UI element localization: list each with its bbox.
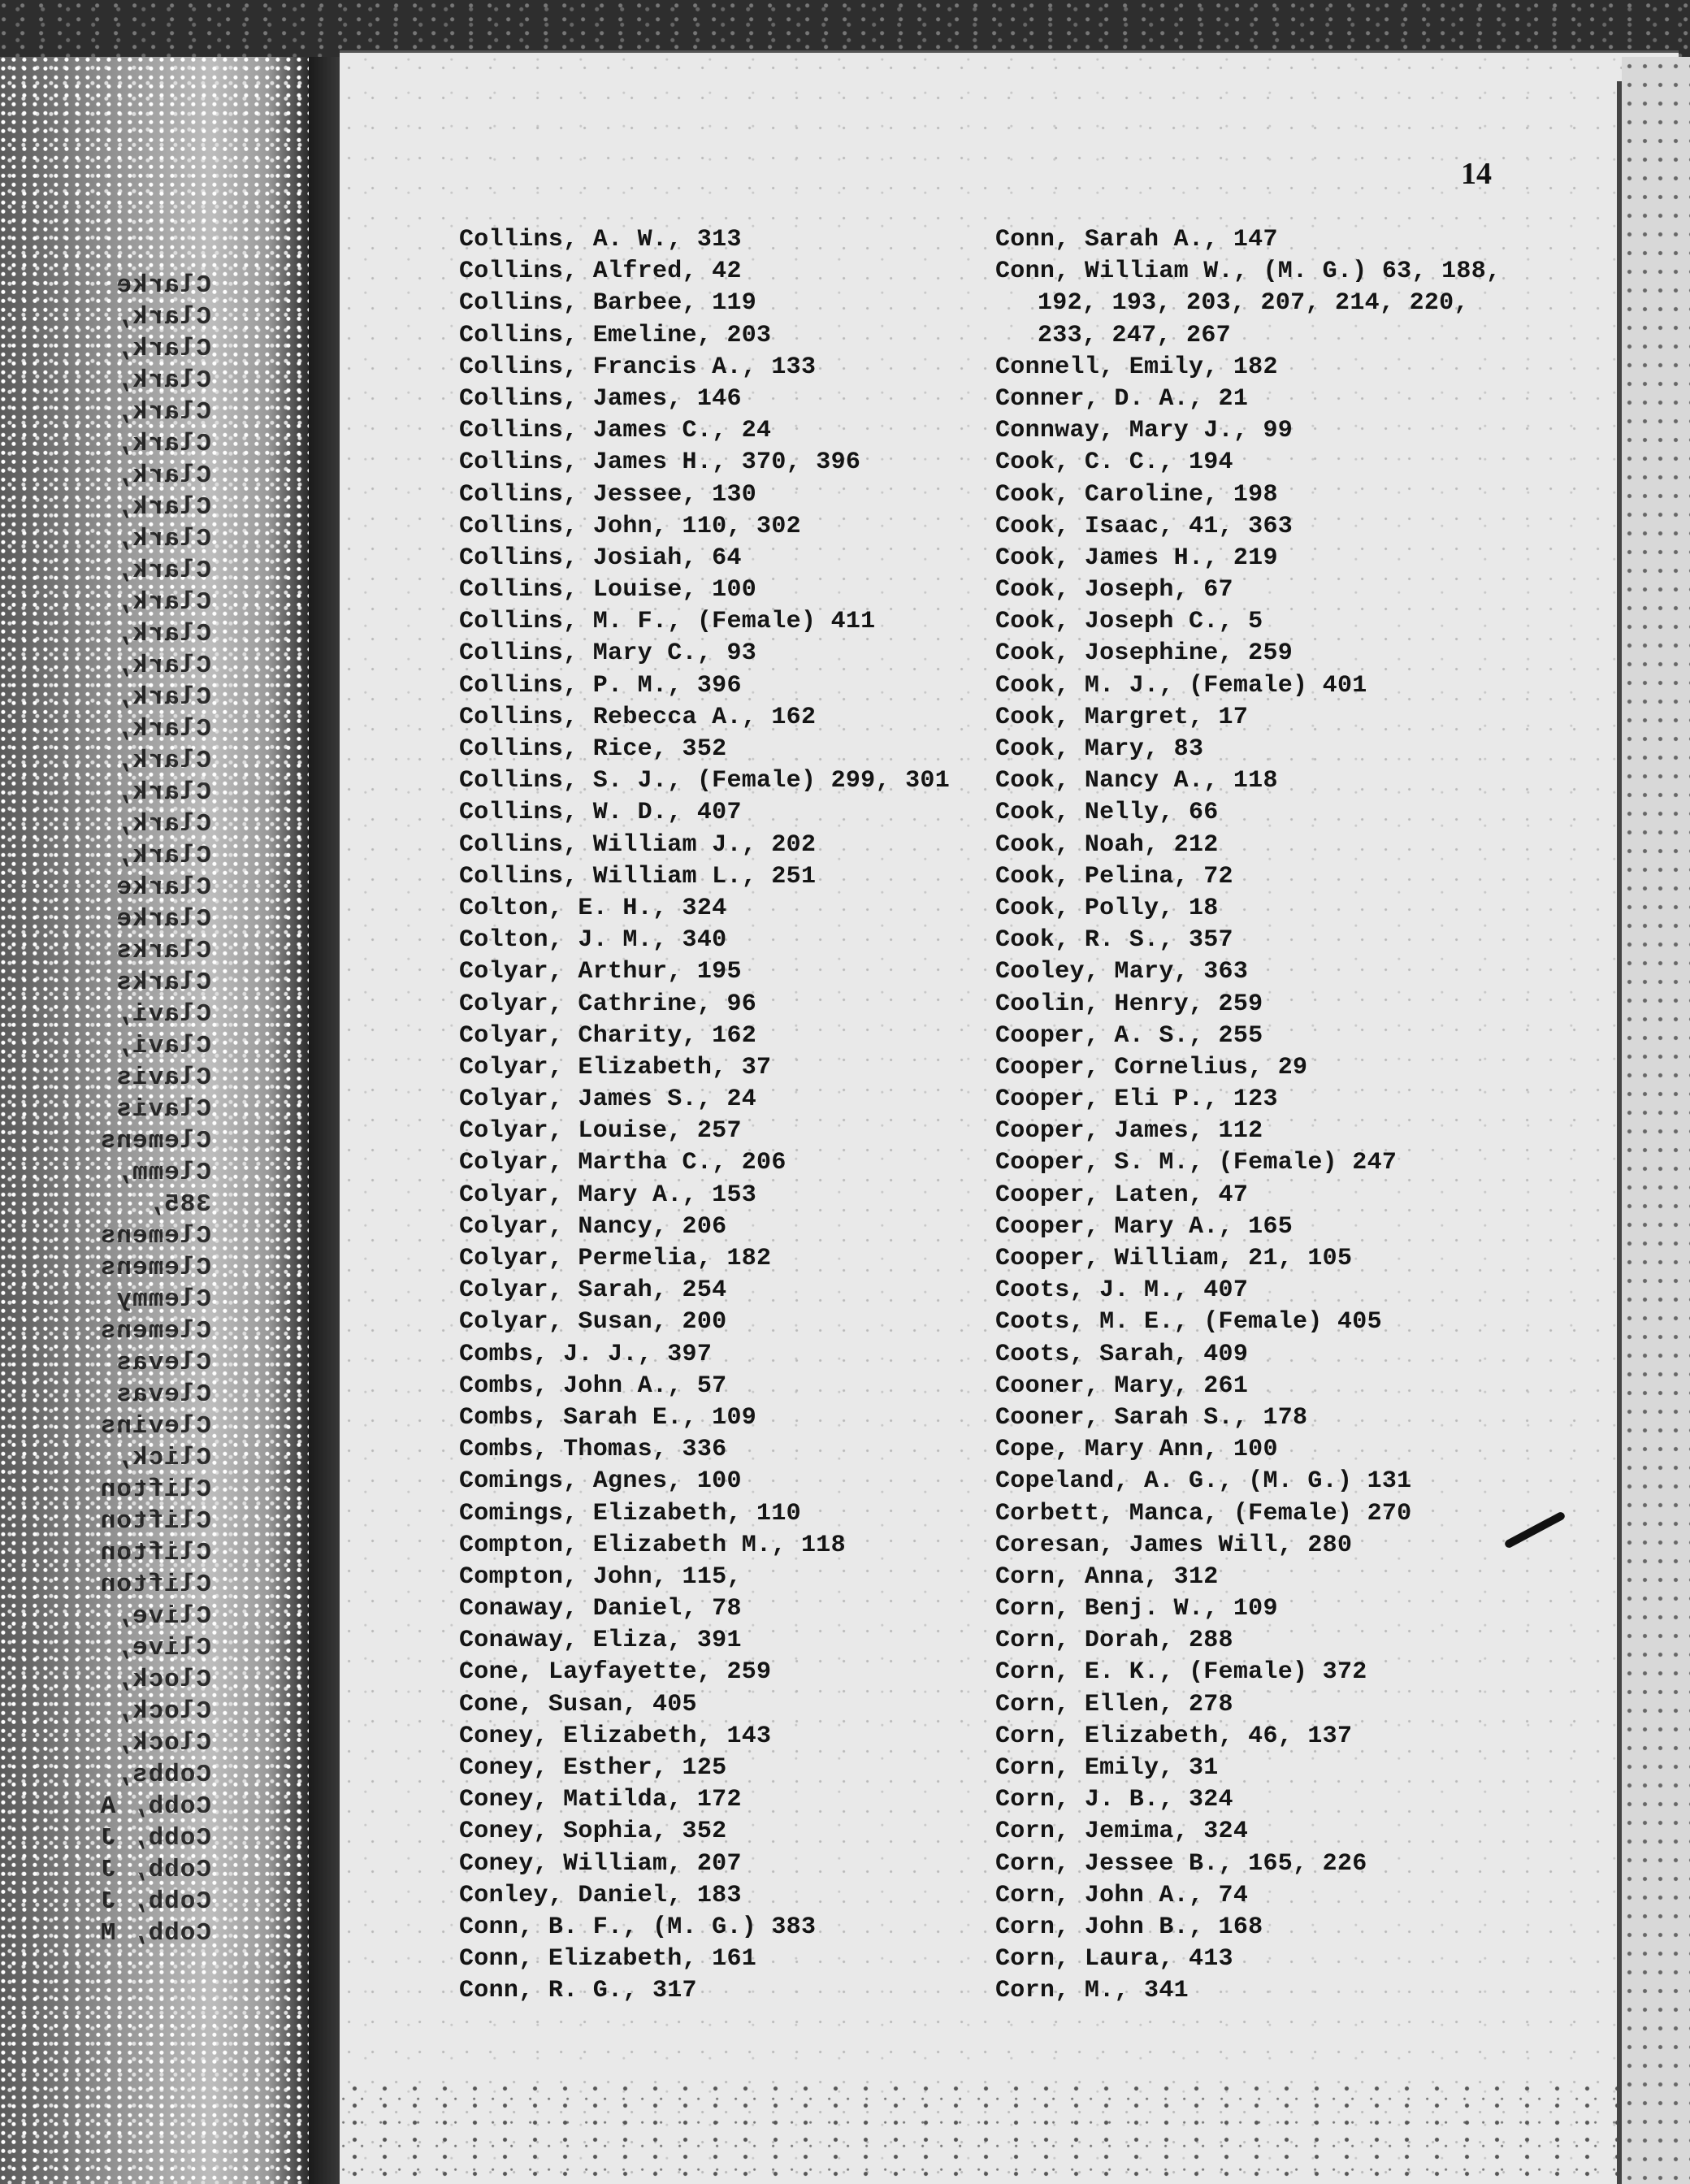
index-entry: Conaway, Eliza, 391 bbox=[459, 1627, 742, 1655]
index-entry: Collins, A. W., 313 bbox=[459, 226, 742, 254]
index-entry: Cooner, Sarah S., 178 bbox=[995, 1403, 1308, 1432]
bleed-through-text bbox=[89, 270, 211, 1949]
index-column-right bbox=[995, 224, 1532, 2008]
index-entry: Connell, Emily, 182 bbox=[995, 353, 1278, 381]
bleed-through-line: Clevins bbox=[99, 1412, 211, 1441]
index-entry: Corn, Jessee B., 165, 226 bbox=[995, 1849, 1367, 1878]
index-entry: Combs, J. J., 397 bbox=[459, 1340, 713, 1368]
index-entry: Corn, E. K., (Female) 372 bbox=[995, 1658, 1367, 1687]
bleed-through-line: Clark, bbox=[115, 525, 211, 553]
index-entry: Cook, Joseph, 67 bbox=[995, 576, 1233, 604]
index-entry: Colyar, James S., 24 bbox=[459, 1086, 757, 1114]
bleed-through-line: Clemens bbox=[99, 1127, 211, 1155]
bleed-through-line: Clock, bbox=[115, 1666, 211, 1694]
bleed-through-line: Clavi, bbox=[115, 1000, 211, 1029]
bleed-through-line: Clark, bbox=[115, 366, 211, 395]
bleed-through-line: Clark, bbox=[115, 462, 211, 490]
bleed-through-line: Clark, bbox=[115, 335, 211, 363]
index-entry: Colyar, Elizabeth, 37 bbox=[459, 1053, 772, 1081]
index-entry: Colyar, Nancy, 206 bbox=[459, 1212, 727, 1241]
index-entry: Cooper, Cornelius, 29 bbox=[995, 1053, 1308, 1081]
index-entry: Colyar, Charity, 162 bbox=[459, 1021, 757, 1050]
bleed-through-line: Clock, bbox=[115, 1697, 211, 1726]
index-entry: Collins, Jessee, 130 bbox=[459, 480, 757, 509]
index-entry: Cooper, Laten, 47 bbox=[995, 1181, 1249, 1209]
bleed-through-line: Cobb, J bbox=[99, 1887, 211, 1916]
bleed-through-line: Clarke bbox=[115, 271, 211, 300]
index-entry: Collins, P. M., 396 bbox=[459, 671, 742, 700]
index-entry: Corn, Benj. W., 109 bbox=[995, 1595, 1278, 1623]
bleed-through-line: Cobbs, bbox=[115, 1761, 211, 1789]
index-entry: Conn, Elizabeth, 161 bbox=[459, 1945, 757, 1974]
page-number: 14 bbox=[1461, 157, 1492, 191]
bleed-through-line: Clifton bbox=[99, 1507, 211, 1536]
bleed-through-line: Clavi, bbox=[115, 1032, 211, 1060]
index-entry: Colyar, Sarah, 254 bbox=[459, 1276, 727, 1305]
bleed-through-line: Click, bbox=[115, 1444, 211, 1472]
index-entry: Collins, James H., 370, 396 bbox=[459, 448, 861, 477]
bleed-through-line: Clark, bbox=[115, 842, 211, 870]
index-entry: Cook, Caroline, 198 bbox=[995, 480, 1278, 509]
index-entry: Cook, Nancy A., 118 bbox=[995, 767, 1278, 795]
index-entry: Compton, John, 115, bbox=[459, 1562, 742, 1591]
index-entry: Corn, M., 341 bbox=[995, 1977, 1189, 2005]
index-entry: Conaway, Daniel, 78 bbox=[459, 1595, 742, 1623]
index-entry: Corn, Jemima, 324 bbox=[995, 1818, 1249, 1846]
index-entry: Cook, Mary, 83 bbox=[995, 735, 1204, 763]
index-entry: Collins, James, 146 bbox=[459, 384, 742, 413]
index-entry: Corn, J. B., 324 bbox=[995, 1786, 1233, 1814]
index-entry: Colyar, Susan, 200 bbox=[459, 1308, 727, 1337]
bleed-through-line: Clemens bbox=[99, 1222, 211, 1250]
index-entry: Coots, J. M., 407 bbox=[995, 1276, 1249, 1305]
bleed-through-line: Clifton bbox=[99, 1476, 211, 1504]
bleed-through-line: Clark, bbox=[115, 810, 211, 838]
index-entry: Collins, Josiah, 64 bbox=[459, 544, 742, 572]
index-entry: Combs, John A., 57 bbox=[459, 1372, 727, 1400]
index-entry: Coney, Matilda, 172 bbox=[459, 1786, 742, 1814]
index-entry: Collins, Emeline, 203 bbox=[459, 321, 772, 349]
bleed-through-line: Clock, bbox=[115, 1729, 211, 1757]
bleed-through-line: Clifton bbox=[99, 1571, 211, 1599]
index-entry: Colton, J. M., 340 bbox=[459, 926, 727, 955]
index-entry: Cook, M. J., (Female) 401 bbox=[995, 671, 1367, 700]
index-entry: Conn, R. G., 317 bbox=[459, 1977, 697, 2005]
index-entry: Corn, Ellen, 278 bbox=[995, 1690, 1233, 1718]
index-entry: Cook, Margret, 17 bbox=[995, 703, 1249, 731]
bleed-through-line: Clark, bbox=[115, 620, 211, 648]
index-entry: Cone, Layfayette, 259 bbox=[459, 1658, 772, 1687]
index-entry: Collins, Louise, 100 bbox=[459, 576, 757, 604]
index-entry: 233, 247, 267 bbox=[1038, 321, 1231, 349]
index-entry: Coney, William, 207 bbox=[459, 1849, 742, 1878]
bleed-through-line: Clarks bbox=[115, 968, 211, 997]
index-entry: Cooper, James, 112 bbox=[995, 1117, 1263, 1146]
index-entry: Cooley, Mary, 363 bbox=[995, 958, 1249, 986]
index-entry: Coney, Sophia, 352 bbox=[459, 1818, 727, 1846]
index-entry: Conn, B. F., (M. G.) 383 bbox=[459, 1913, 817, 1941]
left-margin-facing-page bbox=[0, 57, 317, 2184]
index-entry: Collins, W. D., 407 bbox=[459, 799, 742, 827]
index-entry: Conn, William W., (M. G.) 63, 188, bbox=[995, 258, 1502, 286]
index-entry: Cooper, S. M., (Female) 247 bbox=[995, 1149, 1398, 1177]
right-scan-border bbox=[1622, 57, 1690, 2184]
bleed-through-line: Clemens bbox=[99, 1254, 211, 1282]
index-entry: Cope, Mary Ann, 100 bbox=[995, 1436, 1278, 1464]
index-entry: Colton, E. H., 324 bbox=[459, 894, 727, 922]
index-entry: Cook, James H., 219 bbox=[995, 544, 1278, 572]
top-scan-border bbox=[0, 0, 1690, 57]
bleed-through-line: Clemmy bbox=[115, 1285, 211, 1314]
index-entry: Coresan, James Will, 280 bbox=[995, 1531, 1353, 1559]
index-entry: Cook, Polly, 18 bbox=[995, 894, 1219, 922]
bleed-through-line: Clark, bbox=[115, 430, 211, 458]
index-entry: Collins, James C., 24 bbox=[459, 417, 772, 445]
index-entry: Corn, Laura, 413 bbox=[995, 1945, 1233, 1974]
index-entry: Collins, Mary C., 93 bbox=[459, 639, 757, 668]
bleed-through-line: Clark, bbox=[115, 398, 211, 427]
bleed-through-line: Clemm, bbox=[115, 1159, 211, 1187]
index-entry: Cook, Joseph C., 5 bbox=[995, 608, 1263, 636]
bleed-through-line: Cobb, J bbox=[99, 1856, 211, 1884]
index-entry: Collins, John, 110, 302 bbox=[459, 512, 801, 540]
index-entry: Cooper, Eli P., 123 bbox=[995, 1086, 1278, 1114]
index-entry: Connway, Mary J., 99 bbox=[995, 417, 1294, 445]
index-entry: Cook, Pelina, 72 bbox=[995, 862, 1233, 890]
index-entry: Copeland, A. G., (M. G.) 131 bbox=[995, 1467, 1412, 1496]
bleed-through-line: Clark, bbox=[115, 747, 211, 775]
index-entry: Collins, Rice, 352 bbox=[459, 735, 727, 763]
bleed-through-line: Clark, bbox=[115, 652, 211, 680]
index-entry: Corn, John B., 168 bbox=[995, 1913, 1263, 1941]
index-entry: Combs, Sarah E., 109 bbox=[459, 1403, 757, 1432]
index-entry: Coots, Sarah, 409 bbox=[995, 1340, 1249, 1368]
index-entry: Corn, Anna, 312 bbox=[995, 1562, 1219, 1591]
index-entry: Corn, Emily, 31 bbox=[995, 1754, 1219, 1782]
index-entry: Conner, D. A., 21 bbox=[995, 384, 1249, 413]
index-entry: Comings, Elizabeth, 110 bbox=[459, 1499, 801, 1528]
index-entry: Combs, Thomas, 336 bbox=[459, 1436, 727, 1464]
index-entry: Coots, M. E., (Female) 405 bbox=[995, 1308, 1382, 1337]
index-entry: Colyar, Martha C., 206 bbox=[459, 1149, 786, 1177]
bleed-through-line: 385, bbox=[147, 1190, 211, 1219]
index-entry: Cooner, Mary, 261 bbox=[995, 1372, 1249, 1400]
bleed-through-line: Cobb, M bbox=[99, 1919, 211, 1948]
bleed-through-line: Clemens bbox=[99, 1317, 211, 1346]
index-entry: Cook, Josephine, 259 bbox=[995, 639, 1294, 668]
bleed-through-line: Clark, bbox=[115, 557, 211, 585]
index-entry: Corn, Elizabeth, 46, 137 bbox=[995, 1722, 1353, 1750]
index-entry: Collins, Alfred, 42 bbox=[459, 258, 742, 286]
page-gutter bbox=[309, 57, 341, 2184]
index-entry: Colyar, Arthur, 195 bbox=[459, 958, 742, 986]
bleed-through-line: Clavis bbox=[115, 1064, 211, 1092]
index-entry: Collins, M. F., (Female) 411 bbox=[459, 608, 876, 636]
index-entry: Cook, C. C., 194 bbox=[995, 448, 1233, 477]
index-entry: Collins, Barbee, 119 bbox=[459, 289, 757, 318]
index-entry: Cook, Isaac, 41, 363 bbox=[995, 512, 1294, 540]
bleed-through-line: Cobb, J bbox=[99, 1824, 211, 1852]
bleed-through-line: Clarks bbox=[115, 937, 211, 965]
index-entry: Colyar, Cathrine, 96 bbox=[459, 990, 757, 1018]
index-entry: Conley, Daniel, 183 bbox=[459, 1881, 742, 1909]
index-entry: Collins, William J., 202 bbox=[459, 830, 817, 859]
index-entry: Collins, S. J., (Female) 299, 301 bbox=[459, 767, 950, 795]
index-entry: Colyar, Mary A., 153 bbox=[459, 1181, 757, 1209]
index-entry: Cook, R. S., 357 bbox=[995, 926, 1233, 955]
index-entry: Comings, Agnes, 100 bbox=[459, 1467, 742, 1496]
bleed-through-line: Clark, bbox=[115, 493, 211, 522]
bleed-through-line: Clark, bbox=[115, 303, 211, 332]
index-column-left bbox=[459, 224, 963, 2008]
index-entry: Cooper, A. S., 255 bbox=[995, 1021, 1263, 1050]
index-entry: Colyar, Louise, 257 bbox=[459, 1117, 742, 1146]
index-entry: Cook, Nelly, 66 bbox=[995, 799, 1219, 827]
index-entry: Corn, Dorah, 288 bbox=[995, 1627, 1233, 1655]
index-entry: Coney, Elizabeth, 143 bbox=[459, 1722, 772, 1750]
bleed-through-line: Clive, bbox=[115, 1634, 211, 1662]
index-entry: 192, 193, 203, 207, 214, 220, bbox=[1038, 289, 1469, 318]
bleed-through-line: Clarke bbox=[115, 905, 211, 934]
bleed-through-line: Clifton bbox=[99, 1539, 211, 1567]
bleed-through-line: Clevas bbox=[115, 1380, 211, 1409]
index-entry: Collins, Francis A., 133 bbox=[459, 353, 817, 381]
bleed-through-line: Clarke bbox=[115, 873, 211, 902]
bleed-through-line: Clark, bbox=[115, 683, 211, 712]
index-entry: Collins, William L., 251 bbox=[459, 862, 817, 890]
index-entry: Collins, Rebecca A., 162 bbox=[459, 703, 817, 731]
index-entry: Corn, John A., 74 bbox=[995, 1881, 1249, 1909]
scan-noise bbox=[340, 2080, 1640, 2184]
bleed-through-line: Cobb, A bbox=[99, 1792, 211, 1821]
index-entry: Conn, Sarah A., 147 bbox=[995, 226, 1278, 254]
index-entry: Cooper, William, 21, 105 bbox=[995, 1245, 1353, 1272]
index-entry: Cooper, Mary A., 165 bbox=[995, 1212, 1294, 1241]
bleed-through-line: Clark, bbox=[115, 778, 211, 807]
index-entry: Compton, Elizabeth M., 118 bbox=[459, 1531, 846, 1559]
bleed-through-line: Clark, bbox=[115, 715, 211, 743]
index-entry: Colyar, Permelia, 182 bbox=[459, 1245, 772, 1272]
index-entry: Coolin, Henry, 259 bbox=[995, 990, 1263, 1018]
index-entry: Coney, Esther, 125 bbox=[459, 1754, 727, 1782]
bleed-through-line: Clive, bbox=[115, 1602, 211, 1631]
index-entry: Cone, Susan, 405 bbox=[459, 1690, 697, 1718]
index-entry: Cook, Noah, 212 bbox=[995, 830, 1219, 859]
bleed-through-line: Clark, bbox=[115, 588, 211, 617]
index-entry: Corbett, Manca, (Female) 270 bbox=[995, 1499, 1412, 1528]
bleed-through-line: Clavis bbox=[115, 1095, 211, 1124]
bleed-through-line: Clevas bbox=[115, 1349, 211, 1377]
